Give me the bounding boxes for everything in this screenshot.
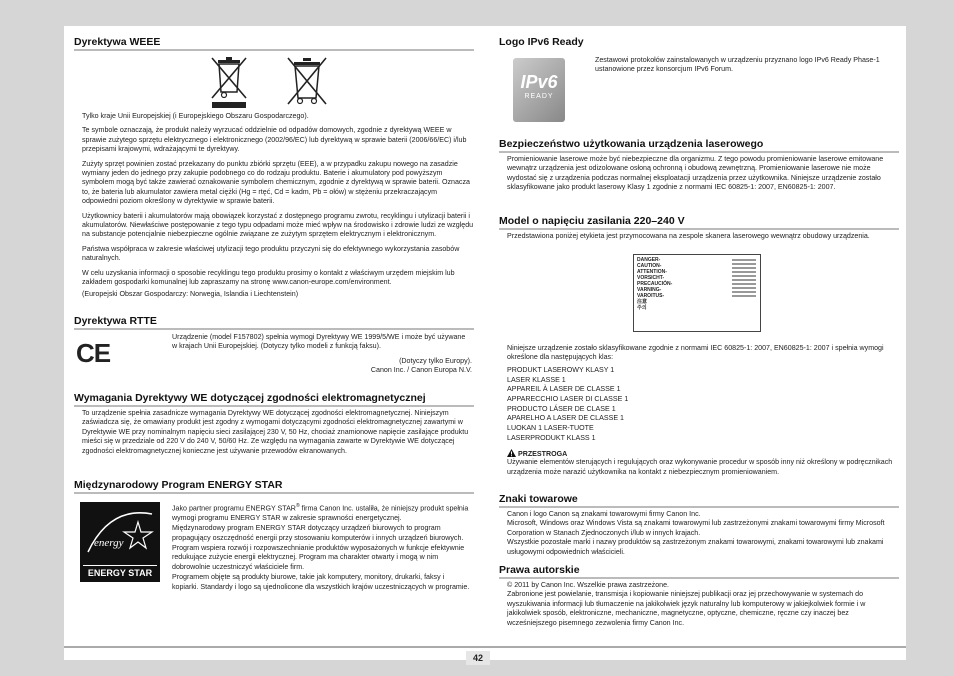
model-p1: Przedstawiona poniżej etykieta jest przymocowana na zespole skanera laserowego wewnątrz obudowy urządzenia. [507, 232, 870, 240]
weee-p4: Użytkownicy baterii i akumulatorów mają obowiązek korzystać z dostępnego programu zwrotu, recyklingu i utylizacji baterii i akumulatorów. Niewłaściwe postępowanie z tego typu odpadami może mieć wpływ na środowisko i zdrowie ludzi ze względu na substancje potencjalnie niebezpieczne ogólnie związane ze zużytym sprzętem elektrycznym i elektronicznym. [82, 211, 474, 239]
laser-class-item: APPAREIL À LASER DE CLASSE 1 [507, 385, 621, 394]
energy-body [172, 502, 472, 597]
laser-title: Bezpieczeństwo użytkowania urządzenia laserowego [499, 138, 899, 153]
ipv6-logo-text: IPv6 [520, 72, 558, 92]
rtte-p2: (Dotyczy tylko Europy). [399, 356, 472, 365]
label-row: VORSICHT- [637, 275, 665, 281]
laser-class-item: PRODUKT LASEROWY KLASY 1 [507, 365, 615, 374]
label-text-lines [732, 259, 756, 299]
weee-p1: Tylko kraje Unii Europejskiej (i Europejskiego Obszaru Gospodarczego). [82, 112, 309, 120]
model-title: Model o napięciu zasilania 220–240 V [499, 215, 899, 230]
warning-text: Używanie elementów sterujących i regulujących oraz wykonywanie procedur w sposób inny niż określony w podręcznikach urządzenia może narazić użytkownika na kontakt z niebezpiecznym promieniowaniem. [507, 458, 893, 476]
weee-p7: (Europejski Obszar Gospodarczy: Norwegia, Islandia i Liechtenstein) [82, 289, 299, 298]
copy-title: Prawa autorskie [499, 564, 899, 579]
label-row: VARNING- [637, 287, 662, 293]
weee-p3: Zużyty sprzęt powinien zostać przekazany do punktu zbiórki sprzętu (EEE), a w przypadku zakupu nowego na zasadzie wymiany jeden do jednego przy zakupie podobnego co do rodzaju produktu. Baterie i akumulatory pod powyższym symbolem mogą być także zawierać oznakowanie symbolem chemicznym, zgodnie z dyrektywą w sprawie baterii. Oznacza to, że bateria lub akumulator zawiera metal ciężki (Hg = rtęć, Cd = kadm, Pb = ołów) w stężeniu przekraczającym odpowiedni poziom określony w dyrektywie w sprawie baterii. [82, 159, 470, 206]
laser-class-item: LUOKAN 1 LASER-TUOTE [507, 424, 594, 433]
laser-p1: Promieniowanie laserowe może być niebezpieczne dla organizmu. Z tego powodu promieniowanie laserowe emitowane wewnątrz urządzenia jest odizolowane osłoną ochronną i obudową zewnętrzną. Promieniowanie laserowe nie może wydostać się z urządzenia podczas normalnej eksploatacji urządzenia przez użytkownika. Niniejsze urządzenie zostało sklasyfikowane jako produkt laserowy Klasy 1 zgodnie z normami IEC 60825-1: 2007, EN60825-1: 2007. [507, 155, 884, 192]
tm-p1: Canon i logo Canon są znakami towarowymi firmy Canon Inc. [507, 510, 701, 518]
weee-body [74, 112, 474, 304]
label-row: DANGER- [637, 257, 661, 263]
crossed-bin-icon [208, 54, 250, 110]
laser-class-list [507, 366, 899, 444]
energy-p2: Międzynarodowy program ENERGY STAR dotyczący urządzeń biurowych to program propagujący oszczędność energii przy stosowaniu komputerów i innych urządzeń biurowych. [172, 524, 464, 542]
rtte-title: Dyrektywa RTTE [74, 315, 474, 330]
model-p2: Niniejsze urządzenie zostało sklasyfikowane zgodnie z normami IEC 60825-1: 2007, EN60825-1: 2007 i spełnia wymogi określone dla następujących klas: [507, 344, 884, 362]
energy-p4: Programem objęte są produkty biurowe, takie jak komputery, monitory, drukarki, faksy i kopiarki. Standardy i logo są ujednolicone dla wszystkich krajów uczestniczących w programie. [172, 573, 470, 591]
warning-triangle-icon [507, 449, 516, 457]
label-row: VAROITUS- [637, 293, 665, 299]
label-row: CAUTION- [637, 263, 662, 269]
weee-title: Dyrektywa WEEE [74, 36, 474, 51]
svg-text:energy: energy [94, 537, 124, 549]
page-number: 42 [466, 651, 490, 665]
copy-p2: Zabronione jest powielanie, transmisja i kopiowanie niniejszej publikacji oraz jej przechowywanie w systemach do wyszukiwania informacji lub tłumaczenie na jakikolwiek język naturalny lub komputerowy w jakiejkolwiek formie i w jakikolwiek sposób, elektroniczne, mechaniczne, magnetyczne, optyczne, chemiczne, ręczne czy inaczej bez wcześniejszego pisemnego zezwolenia firmy Canon Inc. [507, 590, 866, 627]
energy-p1-start: Jako partner programu ENERGY STAR [172, 504, 296, 513]
energy-star-logo [80, 502, 160, 582]
energy-title: Międzynarodowy Program ENERGY STAR [74, 479, 474, 494]
emc-title: Wymagania Dyrektywy WE dotyczącej zgodności elektromagnetycznej [74, 392, 474, 407]
crossed-bin-icon-2 [284, 54, 330, 106]
weee-p6: W celu uzyskania informacji o sposobie recyklingu tego produktu prosimy o kontakt z właściwym urzędem miejskim lub zakładem gospodarki komunalnej lub zapraszamy na stronę www.canon-europe.com/environment. [82, 268, 455, 287]
weee-p5: Państwa współpraca w zakresie właściwej utylizacji tego produktu przyczyni się do efektywnego wykorzystania zasobów naturalnych. [82, 244, 460, 263]
laser-warning-label [633, 254, 761, 332]
tm-p2: Microsoft, Windows oraz Windows Vista są znakami towarowymi lub zastrzeżonymi znakami towarowymi firmy Microsoft Corporation w Stanach Zjednoczonych i/lub w innych krajach. [507, 519, 885, 537]
laser-class-item: PRODUCTO LÁSER DE CLASE 1 [507, 404, 616, 413]
laser-class-item: LASERPRODUKT KLASS 1 [507, 433, 596, 442]
laser-class-item: LASER KLASSE 1 [507, 375, 566, 384]
emc-p1: To urządzenie spełnia zasadnicze wymagania Dyrektywy WE dotyczącej zgodności elektromagnetycznej. Niniejszym zaświadcza się, że omawiany produkt jest zgodny z wymogami dotyczącymi zgodności elektromagnetycznej zawartymi w Dyrektywie WE przy nominalnym napięciu sieci zasilającej 230 V, 50 Hz, chociaż znamionowe napięcie zasilające produktu mieści się w przedziale od 220 V do 240 V, 50/60 Hz. Ze względu na wymagania zawarte w Dyrektywie WE dotyczącej zgodności elektromagnetycznej konieczne jest używanie przewodów ekranowanych. [82, 409, 469, 455]
warning-heading [507, 449, 899, 458]
label-row: ATTENTION- [637, 269, 667, 275]
laser-class-item: APPARECCHIO LASER DI CLASSE 1 [507, 394, 629, 403]
ipv6-ready-logo [513, 58, 565, 122]
rtte-p1: Urządzenie (model F157802) spełnia wymogi Dyrektywy WE 1999/5/WE i może być używane w krajach Unii Europejskiej. (Dotyczy tylko modeli z funkcją faksu). [172, 333, 466, 351]
energy-star-logo-text: ENERGY STAR [83, 565, 157, 578]
warning-title: PRZESTROGA [517, 450, 568, 459]
energy-star-icon [80, 502, 160, 564]
tm-p3: Wszystkie pozostałe marki i nazwy produktów są zastrzeżonym znakami towarowymi, znakami towarowymi lub znakami usługowymi odpowiednich właścicieli. [507, 538, 884, 556]
ce-logo: CE [76, 338, 111, 368]
rtte-p3: Canon Inc. / Canon Europa N.V. [370, 366, 472, 375]
ipv6-title: Logo IPv6 Ready [499, 36, 584, 48]
copy-p1: © 2011 by Canon Inc. Wszelkie prawa zastrzeżone. [507, 581, 670, 589]
energy-p1-end: firma Canon Inc. ustaliła, że niniejszy produkt spełnia wymogi programu ENERGY STAR w zakresie sprawności energetycznej. [172, 504, 469, 522]
label-row: 注意 [637, 299, 648, 305]
tm-title: Znaki towarowe [499, 493, 899, 508]
energy-p1 [172, 502, 472, 523]
energy-p1-sup: ® [295, 503, 300, 509]
rtte-body [172, 333, 472, 381]
energy-p3: Program wspiera rozwój i rozpowszechnianie produktów wyposażonych w funkcje efektywnie redukujące zużycie energii elektrycznej. Program ma charakter otwarty i mogą w nim dobrowolnie uczestniczyć właściciele firm. [172, 543, 465, 571]
footer-rule [64, 646, 906, 648]
label-row: 주의 [637, 305, 647, 311]
weee-p2: Te symbole oznaczają, że produkt należy wyrzucać oddzielnie od odpadów domowych, zgodnie z dyrektywą WEEE w sprawie zużytego sprzętu elektrycznego i elektronicznego (2002/96/EC) lub dyrektywą w sprawie baterii (2006/66/EC) i/lub przepisami krajowymi, wdrażającymi te dyrektywy. [82, 126, 467, 154]
ipv6-p1: Zestawowi protokołów zainstalowanych w urządzeniu przyznano logo IPv6 Ready Phase-1 ustanowione przez konsorcjum IPv6 Forum. [595, 56, 880, 74]
laser-class-item: APARELHO A LASER DE CLASSE 1 [507, 414, 624, 423]
document-page [64, 26, 906, 663]
label-row: PRECAUCIÓN- [637, 281, 673, 287]
ipv6-logo-sub: READY [524, 93, 554, 100]
